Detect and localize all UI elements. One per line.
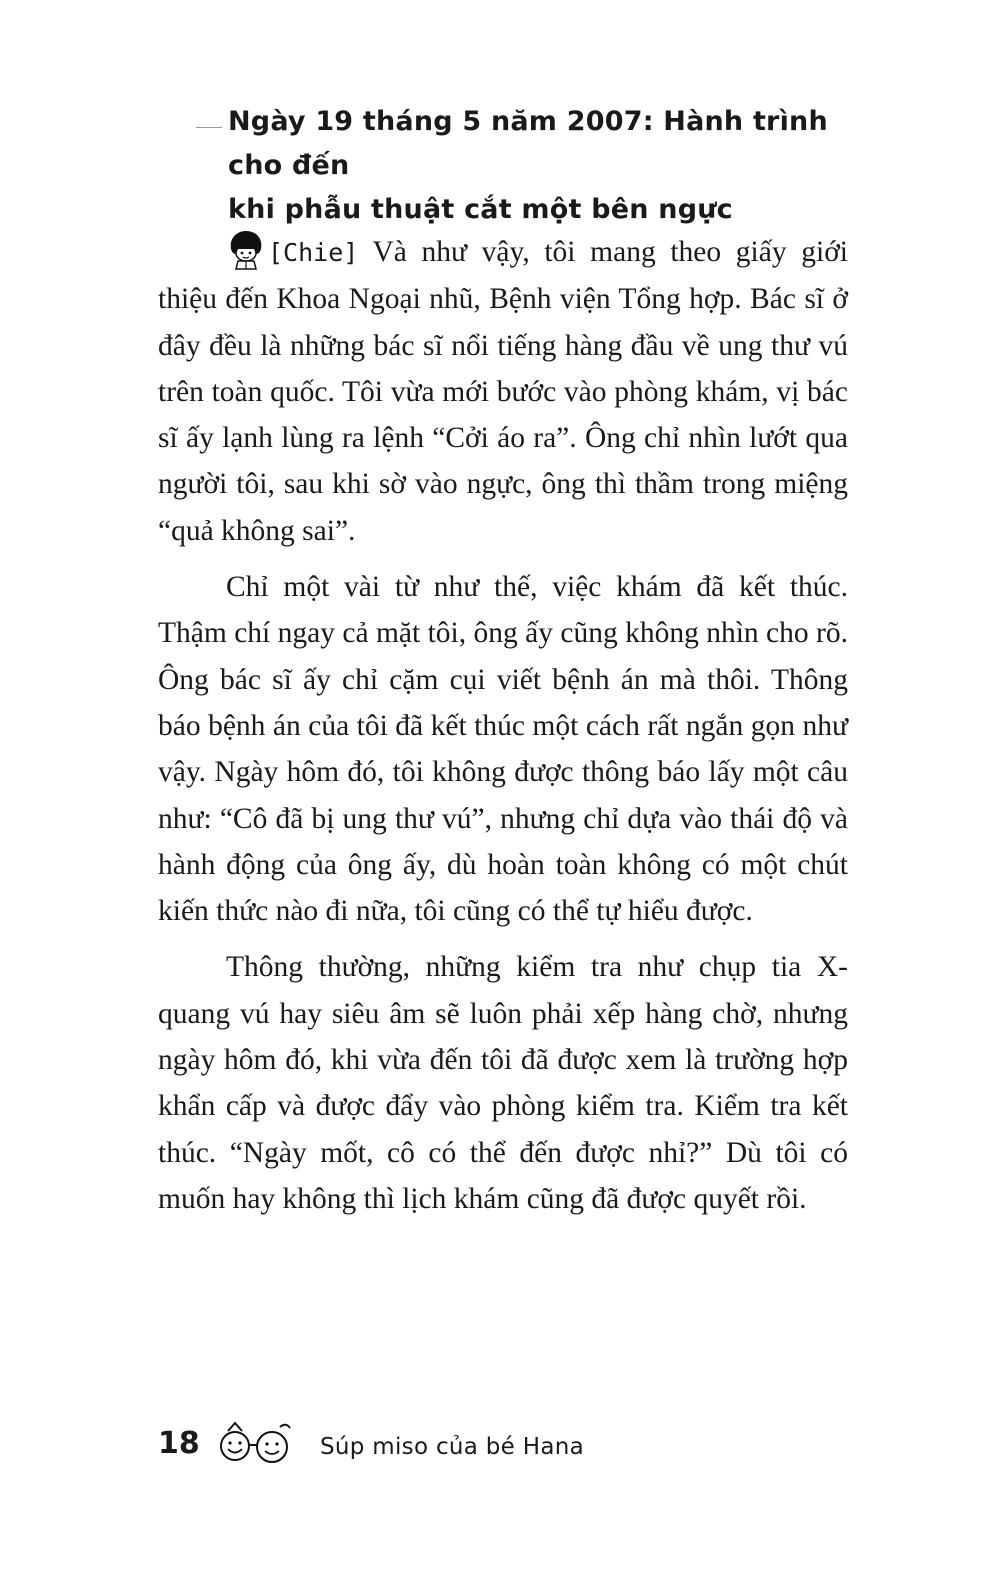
- girl-avatar-icon: [226, 230, 266, 270]
- paragraph-2: Chỉ một vài từ như thế, việc khám đã kết thúc. Thậm chí ngay cả mặt tôi, ông ấy cũng không nhìn cho rõ. Ông bác sĩ ấy chỉ cặm cụi viết bệnh án mà thôi. Thông báo bệnh án của tôi đã kết thúc một cách rất ngắn gọn như vậy. Ngày hôm đó, tôi không được thông báo lấy một câu như: “Cô đã bị ung thư vú”, nhưng chỉ dựa vào thái độ và hành động của ông ấy, dù hoàn toàn không có một chút kiến thức nào đi nữa, tôi cũng có thể tự hiểu được.: [158, 571, 848, 928]
- chapter-heading: [228, 100, 868, 232]
- paragraph-3: Thông thường, những kiểm tra như chụp tia X-quang vú hay siêu âm sẽ luôn phải xếp hàng chờ, nhưng ngày hôm đó, khi vừa đến tôi đã được xem là trường hợp khẩn cấp và được đẩy vào phòng kiểm tra. Kiểm tra kết thúc. “Ngày mốt, cô có thể đến được nhỉ?” Dù tôi có muốn hay không thì lịch khám cũng đã được quyết rồi.: [158, 951, 848, 1215]
- page-footer: [158, 1418, 858, 1478]
- body-text: [158, 229, 848, 1222]
- heading-dash: [196, 127, 222, 128]
- paragraph-1-text: Và như vậy, tôi mang theo giấy giới thiệu đến Khoa Ngoại nhũ, Bệnh viện Tổng hợp. Bác sĩ ở đây đều là những bác sĩ nổi tiếng hàng đầu về ung thư vú trên toàn quốc. Tôi vừa mới bước vào phòng khám, vị bác sĩ ấy lạnh lùng ra lệnh “Cởi áo ra”. Ông chỉ nhìn lướt qua người tôi, sau khi sờ vào ngực, ông thì thầm trong miệng “quả không sai”.: [158, 236, 848, 547]
- speaker-label: [Chie]: [268, 238, 359, 267]
- page-number: 18: [158, 1426, 200, 1461]
- book-title: Súp miso của bé Hana: [320, 1434, 584, 1460]
- chapter-heading-line-1: Ngày 19 tháng 5 năm 2007: Hành trình cho đến: [228, 106, 828, 181]
- chapter-heading-line-2: khi phẫu thuật cắt một bên ngực: [228, 194, 733, 225]
- smiling-faces-icon: [214, 1418, 296, 1468]
- paragraph-1: [158, 229, 848, 554]
